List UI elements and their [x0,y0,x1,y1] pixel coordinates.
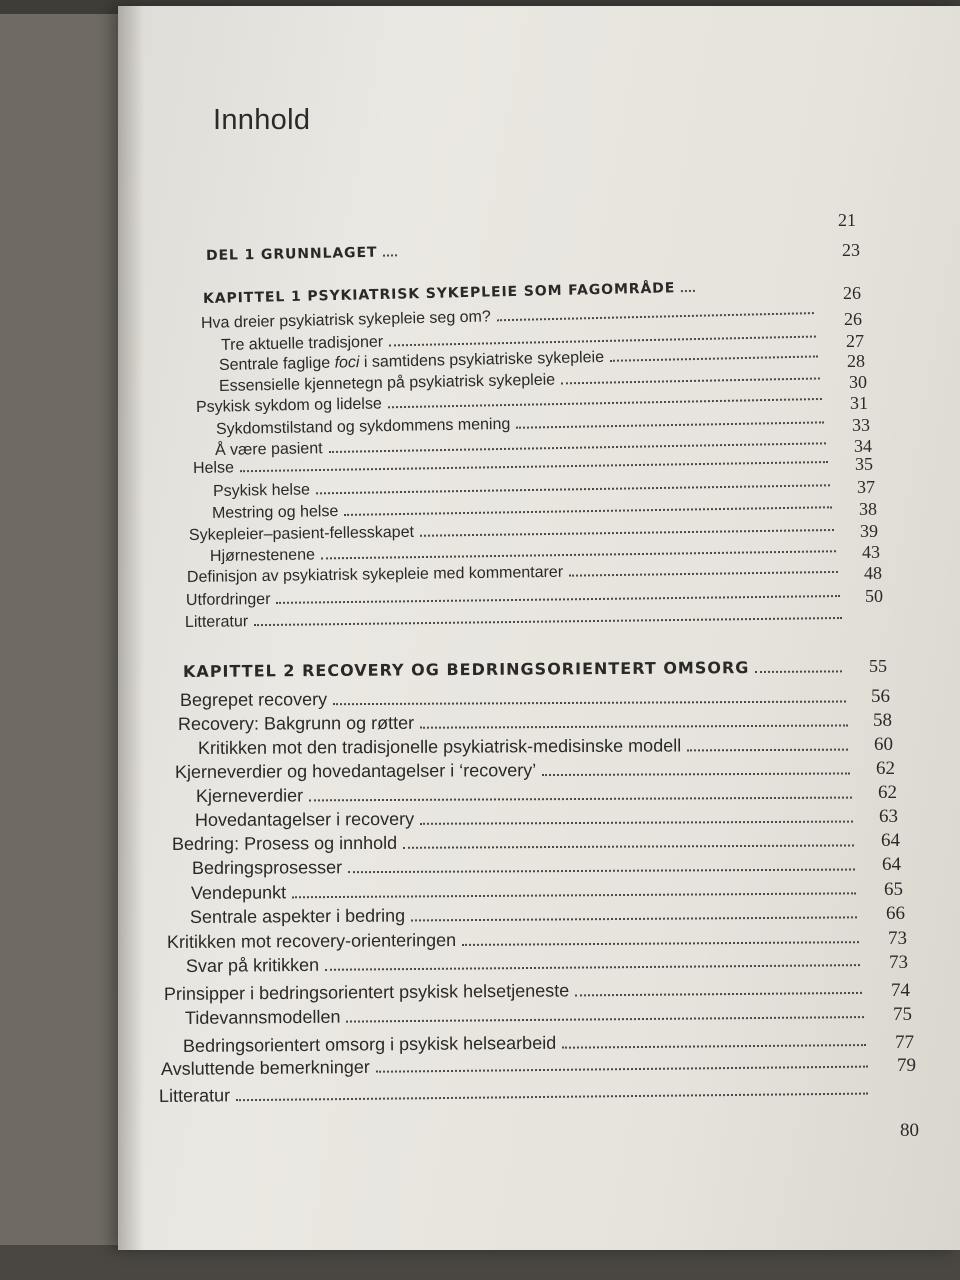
toc-entry-hovedantagelser-i-recovery [195,807,853,831]
toc-dot-leader [276,591,840,604]
toc-page-number: 48 [864,563,882,583]
toc-entry-label: Recovery: Bakgrunn og røtter [177,712,415,734]
toc-page-number: 77 [895,1032,914,1053]
toc-dot-leader [254,613,842,626]
toc-page-number: 26 [844,309,862,329]
toc-heading-kapittel-2-recovery-og-bedringsorientert [183,657,842,681]
toc-dot-leader [411,912,857,921]
toc-page-number: 63 [879,806,898,827]
toc-dot-leader [309,793,852,802]
toc-entry-label: Kritikken mot den tradisjonelle psykiatrisk-medisinske modell [197,735,682,758]
toc-entry-label: Mestring og helse [211,503,339,522]
toc-entry-label: Kjerneverdier [195,785,304,806]
toc-entry-label: Sykepleier–pasient-fellesskapet [188,523,415,544]
toc-entry-label: Helse [192,459,235,477]
toc-dot-leader [420,525,834,537]
toc-entry-label: Essensielle kjennetegn på psykiatrisk sykepleie [218,371,556,395]
toc-entry-label: Bedringsprosesser [191,857,343,878]
toc-page-number: 43 [862,542,880,562]
toc-entry-label: Bedring: Prosess og innhold [171,832,398,854]
toc-entry-label: Avsluttende bemerkninger [160,1056,370,1079]
toc-dot-leader [316,480,830,494]
toc-dot-leader [292,888,856,898]
toc-entry-label: Hovedantagelser i recovery [194,808,415,830]
toc-page-number: 28 [847,351,865,371]
toc-entry-recovery-bakgrunn-og-rotter [178,710,848,735]
toc-dot-leader [687,745,848,752]
toc-entry-kjerneverdier [196,783,852,807]
toc-page-number: 37 [857,477,875,497]
toc-entry-label: Bedringsorientert omsorg i psykisk helsearbeid [182,1032,557,1056]
toc-entry-label: Utfordringer [185,590,271,609]
toc-dot-leader [346,1012,864,1023]
toc-dot-leader [681,286,695,292]
toc-page-number: 60 [874,734,893,755]
toc-entry-label: Litteratur [184,613,249,631]
toc-entry-sentrale-aspekter-i-bedring [190,902,857,928]
toc-page-number: 50 [865,586,883,606]
toc-page-number: 55 [869,656,887,676]
toc-entry-label: Litteratur [158,1085,231,1106]
toc-page-number: 38 [859,499,877,519]
toc-page-number: 27 [846,331,864,351]
toc-entry-kritikken-mot-den-tradisjonelle-psykiatr [198,735,848,759]
toc-entry-label: Sentrale faglige foci i samtidens psykiatriske sykepleie [218,348,605,374]
toc-entry-label: DEL 1 GRUNNLAGET [205,244,378,264]
toc-entry-bedringsprosesser [192,855,855,879]
toc-dot-leader [236,1089,868,1102]
toc-page-number: 73 [888,928,907,949]
toc-dot-leader [420,720,848,728]
toc-dot-leader [755,666,842,673]
toc-dot-leader [388,394,822,408]
toc-entry-label: Tre aktuelle tradisjoner [220,333,384,354]
toc-page-number: 35 [855,454,873,474]
toc-page-number: 66 [886,903,905,924]
toc-page-number: 62 [876,758,895,779]
toc-entry-vendepunkt [191,878,856,904]
toc-dot-leader [575,988,862,997]
toc-page-number: 39 [860,521,878,541]
toc-heading-del-1-grunnlaget [206,245,384,264]
toc-page-number: 80 [900,1120,919,1141]
toc-entry-label: Kritikken mot recovery-orienteringen [166,929,457,952]
toc-entry-label: Sentrale aspekter i bedring [189,905,406,927]
toc-entry-label: Svar på kritikken [185,954,320,976]
toc-dot-leader [333,697,846,706]
toc-dot-leader [383,250,397,256]
toc-dot-leader [462,937,859,946]
toc-entry-litteratur [159,1079,868,1107]
toc-entry-begrepet-recovery [180,687,846,711]
toc-heading-kapittel-1-psykiatrisk-sykepleie-som-fag [202,280,676,307]
toc-dot-leader [376,1062,868,1073]
toc-page-number: 21 [838,210,856,230]
toc-entry-label: Å være pasient [214,440,323,459]
toc-dot-leader [325,960,860,971]
toc-dot-leader [240,457,828,472]
toc-dot-leader [348,865,855,874]
toc-dot-leader [321,546,836,559]
toc-page-number: 31 [850,393,868,413]
toc-dot-leader [344,502,832,516]
toc-page-number: 58 [873,710,892,731]
toc-entry-label: Begrepet recovery [179,689,328,710]
toc-page-number: 34 [854,436,872,456]
page-title: Innhold [213,104,311,136]
toc-entry-label: KAPITTEL 1 PSYKIATRISK SYKEPLEIE SOM FAGOMRÅDE [202,280,676,307]
toc-entry-label: Vendepunkt [190,882,287,903]
toc-entry-tidevannsmodellen [185,1002,864,1029]
toc-entry-litteratur [185,606,842,632]
toc-page-number: 65 [884,879,903,900]
toc-entry-label: Definisjon av psykiatrisk sykepleie med kommentarer [186,563,564,586]
toc-entry-utfordringer [186,584,840,610]
toc-entry-label: Hjørnestenene [209,546,316,565]
toc-entry-label: Hva dreier psykiatrisk sykepleie seg om? [200,308,491,332]
toc-dot-leader [562,1040,866,1049]
toc-dot-leader [561,373,820,384]
toc-page-number: 56 [871,686,890,707]
toc-entry-prinsipper-i-bedringsorientert-psykisk-h [164,978,862,1005]
toc-entry-kritikken-mot-recovery-orienteringen [167,927,859,953]
toc-dot-leader [420,817,853,825]
toc-dot-leader [516,417,824,428]
toc-entry-label: Kjerneverdier og hovedantagelser i ‘recovery’ [174,760,537,782]
toc-dot-leader [542,768,850,776]
toc-dot-leader [389,332,816,347]
toc-dot-leader [497,308,814,321]
toc-page-number: 23 [842,240,860,260]
toc-entry-label: KAPITTEL 2 RECOVERY OG BEDRINGSORIENTERT OMSORG [182,658,750,681]
toc-dot-leader [569,567,838,577]
toc-page-number: 73 [889,952,908,973]
toc-page-number: 62 [878,782,897,803]
toc-entry-label: Sykdomstilstand og sykdommens mening [215,415,511,438]
toc-page-number: 74 [891,980,910,1001]
toc-page-number: 64 [882,854,901,875]
toc-entry-label: Tidevannsmodellen [184,1006,341,1028]
toc-entry-svar-pa-kritikken [186,950,860,977]
toc-entry-label: Psykisk sykdom og lidelse [195,395,382,416]
toc-page-number: 33 [852,415,870,435]
toc-entry-kjerneverdier-og-hovedantagelser-i-recov [175,758,850,783]
toc-page-number: 30 [849,372,867,392]
toc-dot-leader [610,351,818,361]
toc-page-number: 26 [843,283,861,303]
toc-entry-bedring-prosess-og-innhold [172,830,854,855]
toc-entry-label: Psykisk helse [212,481,311,500]
toc-dot-leader [403,840,854,848]
toc-page-number: 75 [893,1004,912,1025]
toc-page-number: 64 [881,830,900,851]
toc-page-number: 79 [897,1055,916,1076]
toc-entry-label: Prinsipper i bedringsorientert psykisk helsetjeneste [163,980,570,1004]
